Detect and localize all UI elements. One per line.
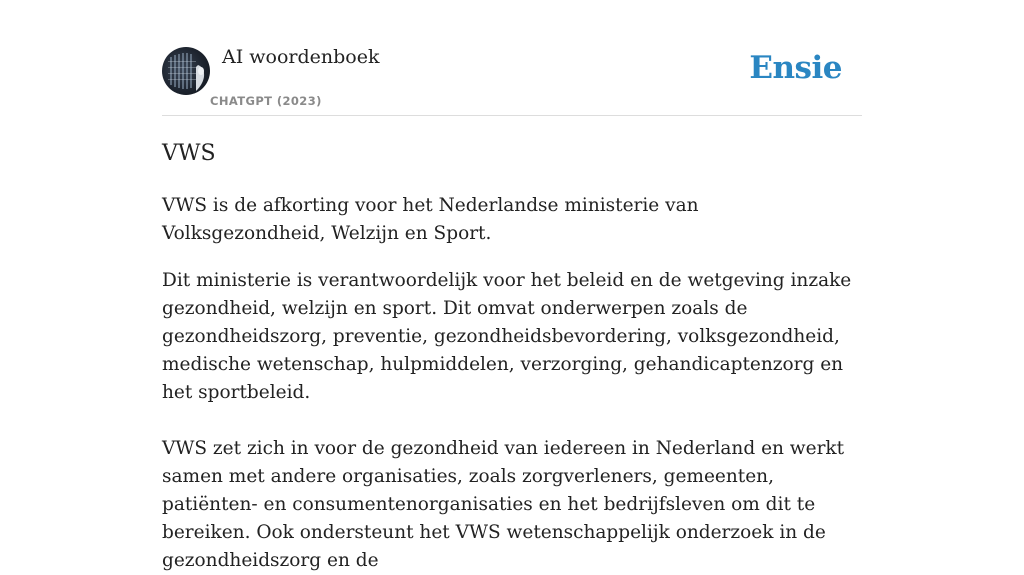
definition-paragraph: VWS zet zich in voor de gezondheid van iedereen in Nederland en werkt samen met andere organisaties, zoals zorgverleners, gemeenten, patiënten- en consumentenorganisaties en het bedrijfsleven om dit te bereiken. Ook ondersteunt het VWS wetenschappelijk onderzoek in de gezondheidszorg en de <box>162 438 845 571</box>
entry-definition <box>162 192 862 575</box>
entry-term: VWS <box>162 141 216 166</box>
source-title[interactable]: AI woordenboek <box>222 46 380 68</box>
definition-paragraph: Dit ministerie is verantwoordelijk voor het beleid en de wetgeving inzake gezondheid, welzijn en sport. Dit omvat onderwerpen zoals de gezondheidszorg, preventie, gezondheidsbevordering, volksgezondheid, medische wetenschap, hulpmiddelen, verzorging, gehandicaptenzorg en het sportbeleid. <box>162 270 852 403</box>
entry-header <box>162 0 862 116</box>
ensie-logo[interactable]: Ensie <box>749 50 842 86</box>
entry-card <box>162 0 862 571</box>
robot-avatar-icon[interactable] <box>162 47 210 95</box>
definition-paragraph: VWS is de afkorting voor het Nederlandse ministerie van Volksgezondheid, Welzijn en Sport. <box>162 195 699 244</box>
source-subtitle: CHATGPT (2023) <box>210 94 322 108</box>
